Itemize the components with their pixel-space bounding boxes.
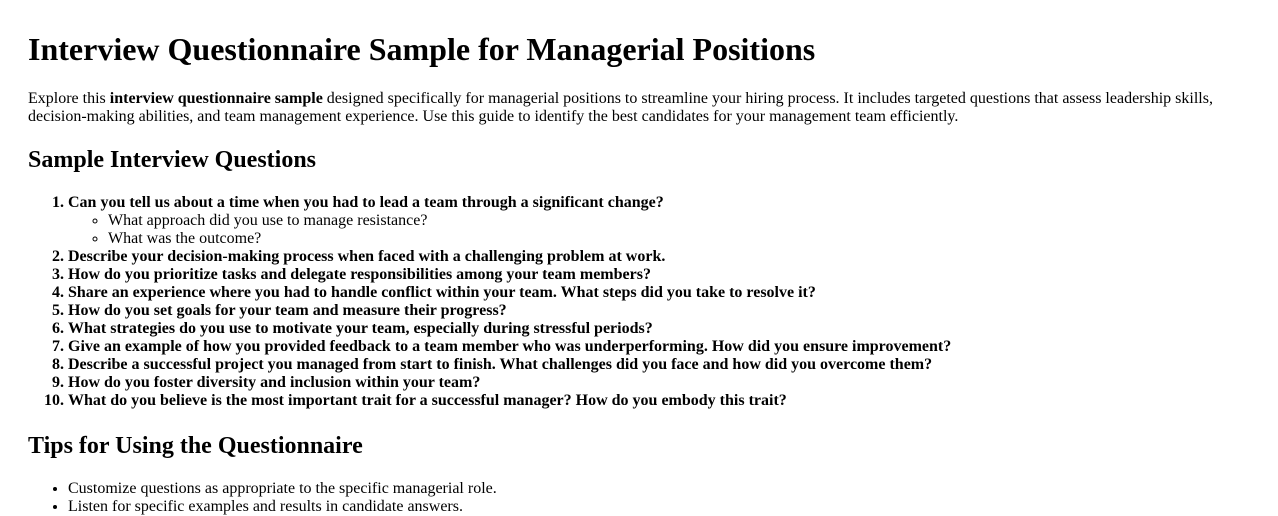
tip-item: • Listen for specific examples and results in candidate answers. (68, 498, 1250, 516)
question-item: 9. How do you foster diversity and inclusion within your team? (68, 374, 1250, 392)
question-item: 6. What strategies do you use to motivate your team, especially during stressful periods? (68, 320, 1250, 338)
question-item: 2. Describe your decision-making process when faced with a challenging problem at work. (68, 248, 1250, 266)
questions-heading: Sample Interview Questions (28, 147, 316, 173)
sub-question: ◦ What approach did you use to manage resistance? (108, 212, 1250, 230)
questions-list (28, 194, 1250, 410)
sub-question: ◦ What was the outcome? (108, 230, 1250, 248)
question-item (68, 194, 1250, 248)
tips-heading: Tips for Using the Questionnaire (28, 433, 363, 459)
question-item: 4. Share an experience where you had to handle conflict within your team. What steps did you take to resolve it? (68, 284, 1250, 302)
tip-item: • Customize questions as appropriate to the specific managerial role. (68, 480, 1250, 498)
intro-text: designed specifically for managerial positions to streamline your hiring process. It includes targeted questions that assess leadership skills, decision-making abilities, and team management experience. Use this guide to identify the best candidates for your management team efficiently. (28, 90, 1213, 125)
question-item: 5. How do you set goals for your team and measure their progress? (68, 302, 1250, 320)
question-item: 10. What do you believe is the most important trait for a successful manager? How do you embody this trait? (68, 392, 1250, 410)
intro-paragraph (28, 90, 1250, 126)
question-item: 7. Give an example of how you provided feedback to a team member who was underperforming. How did you ensure improvement? (68, 338, 1250, 356)
intro-bold: interview questionnaire sample (109, 90, 323, 107)
question-item: 3. How do you prioritize tasks and delegate responsibilities among your team members? (68, 266, 1250, 284)
sub-question-list (68, 212, 1250, 248)
intro-text: Explore this (28, 90, 110, 107)
question-item: 8. Describe a successful project you managed from start to finish. What challenges did you face and how did you overcome them? (68, 356, 1250, 374)
tips-list (28, 480, 1250, 516)
page-title: Interview Questionnaire Sample for Managerial Positions (28, 31, 816, 67)
question-text: Can you tell us about a time when you had to lead a team through a significant change? (68, 194, 664, 211)
